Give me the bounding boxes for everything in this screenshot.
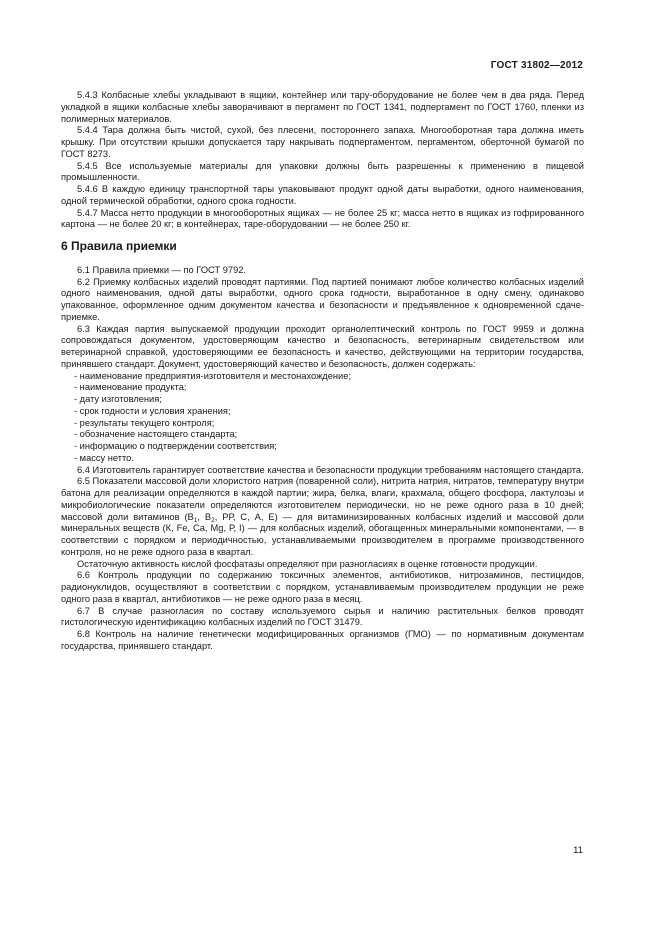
paragraph-residual-phosphatase: Остаточную активность кислой фосфатазы определяют при разногласиях в оценке готовности продукции. [77,558,538,569]
list-item: - результаты текущего контроля; [74,417,215,428]
paragraph-6-5 [61,476,584,558]
standard-header: ГОСТ 31802—2012 [490,60,583,71]
paragraph-6-1: 6.1 Правила приемки — по ГОСТ 9792. [77,264,246,275]
list-item: - дату изготовления; [74,394,162,404]
vitamin-b1-subscript: 1 [193,516,198,524]
paragraph-5-4-4: 5.4.4 Тара должна быть чистой, сухой, без плесени, постороннего запаха. Многооборотная тара должна иметь крышку. При отсутствии крышки допускается тару накрывать подпергаментом, пергаментом, оберточной бумагой по ГОСТ 8273. [61,125,584,159]
paragraph-5-4-7: 5.4.7 Масса нетто продукции в многооборотных ящиках — не более 25 кг; масса нетто в ящиках из гофрированного картона — не более 20 кг; в контейнерах, таре-оборудовании — не более 250 кг. [61,207,584,230]
paragraph-6-7: 6.7 В случае разногласия по составу используемого сырья и наличию растительных белков проводят гистологическую идентификацию колбасных изделий по ГОСТ 31479. [61,605,584,628]
required-content-list [61,371,584,465]
list-item: - обозначение настоящего стандарта; [74,429,238,440]
paragraph-6-2: 6.2 Приемку колбасных изделий проводят партиями. Под партией понимают любое количество колбасных изделий одного наименования, одной даты выработки, одного срока годности, выработанное в одну смену, одинаково упакованное, оформленное одним документом качества и безопасности и предъявленное к одновременной сдаче-приемке. [61,276,584,322]
paragraph-6-3: 6.3 Каждая партия выпускаемой продукции проходит органолептический контроль по ГОСТ 9959 и должна сопровождаться документом, удостоверяющим качество и безопасность, ветеринарным свидетельством или ветеринарной справкой, удостоверяющими ее безопасность и качество, действующими на территории государства, принявшего стандарт. Документ, удостоверяющий качество и безопасность, должен содержать: [61,323,584,369]
paragraph-5-4-3: 5.4.3 Колбасные хлебы укладывают в ящики, контейнер или тару-оборудование не более чем в два ряда. Перед укладкой в ящики колбасные хлебы заворачивают в пергамент по ГОСТ 1341, подпергамент по ГОСТ 1760, пленки из полимерных материалов. [61,90,584,124]
paragraph-6-4: 6.4 Изготовитель гарантирует соответствие качества и безопасности продукции требованиям настоящего стандарта. [77,464,584,475]
paragraph-5-4-5: 5.4.5 Все используемые материалы для упаковки должны быть разрешенны к применению в пищевой промышленности. [61,160,584,183]
paragraph-6-6: 6.6 Контроль продукции по содержанию токсичных элементов, антибиотиков, нитрозаминов, пестицидов, радионуклидов, осуществляют в соответствии с порядком, устанавливаемым производителем продукции не реже одного раза в квартал, антибиотиков — не реже одного раза в месяц. [61,570,584,604]
document-body [61,90,584,653]
section-title: 6 Правила приемки [61,239,177,253]
page-number: 11 [573,845,583,856]
list-item: - срок годности и условия хранения; [74,405,231,416]
vitamin-b2-subscript: 2 [211,516,215,524]
paragraph-6-5-part2: , В [197,511,212,522]
paragraph-6-5-part1: 6.5 Показатели массовой доли хлористого натрия (поваренной соли), нитрита натрия, нитратов, температуру внутри батона для реализации определяются в каждой партии; жира, белка, влаги, крахмала, общего фосфора, лактулозы и микробиологические показатели определяются изготовителем периодически, но не реже одного раза в 10 дней; массовой доли витаминов (В [61,476,584,522]
list-item: - наименование предприятия-изготовителя и местонахождение; [74,370,351,381]
list-item: - массу нетто. [74,452,134,463]
list-item: - информацию о подтверждении соответствия; [74,441,277,451]
paragraph-6-8: 6.8 Контроль на наличие генетически модифицированных организмов (ГМО) — по нормативным документам государства, принявшего стандарт. [61,629,584,651]
list-item: - наименование продукта; [74,382,187,393]
paragraph-5-4-6: 5.4.6 В каждую единицу транспортной тары упаковывают продукт одной даты выработки, одного наименования, одной термической обработки, одного срока годности. [61,184,584,206]
paragraph-6-5-part3: , РР, С, А, Е) — для витаминизированных колбасных изделий и массовой доли минеральных веществ (К, Fe, Са, Mg, Р, I) — для колбасных изделий, обогащенных минеральными компонентами, — в соответствии с порядком и периодичностью, устанавливаемыми производителем в программе производственного контроля, но не реже одного раза в квартал. [61,511,584,557]
